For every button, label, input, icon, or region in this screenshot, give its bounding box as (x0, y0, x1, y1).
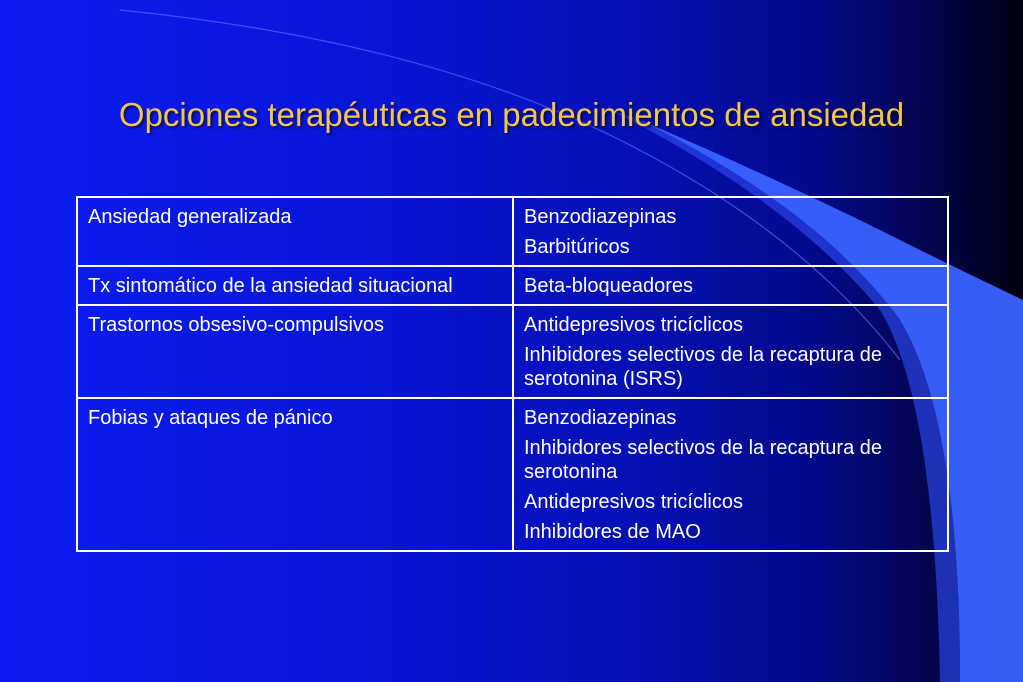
table-row (77, 398, 948, 551)
table-row (77, 266, 948, 305)
treatment-cell (513, 398, 948, 551)
condition-text: Trastornos obsesivo-compulsivos (88, 314, 385, 336)
table-row (77, 197, 948, 266)
condition-cell (77, 266, 513, 305)
condition-cell (77, 305, 513, 398)
treatment-item: Inhibidores selectivos de la recaptura de serotonina (524, 437, 882, 483)
condition-cell (77, 197, 513, 266)
treatment-item: Benzodiazepinas (524, 206, 677, 228)
treatment-item: Benzodiazepinas (524, 407, 677, 429)
condition-text: Ansiedad generalizada (88, 206, 292, 228)
treatment-table (76, 196, 949, 552)
treatment-cell (513, 305, 948, 398)
treatment-item: Inhibidores de MAO (524, 521, 701, 543)
treatment-table-container (76, 196, 947, 552)
treatment-item: Barbitúricos (524, 236, 630, 258)
treatment-item: Antidepresivos tricíclicos (524, 491, 743, 513)
table-row (77, 305, 948, 398)
treatment-item: Beta-bloqueadores (524, 275, 694, 297)
treatment-item: Antidepresivos tricíclicos (524, 314, 743, 336)
treatment-item: Inhibidores selectivos de la recaptura de serotonina (ISRS) (524, 344, 882, 390)
treatment-cell (513, 266, 948, 305)
condition-cell (77, 398, 513, 551)
slide-title: Opciones terapéuticas en padecimientos de ansiedad (118, 96, 905, 133)
condition-text: Tx sintomático de la ansiedad situacional (88, 275, 453, 297)
treatment-cell (513, 197, 948, 266)
condition-text: Fobias y ataques de pánico (88, 407, 333, 429)
